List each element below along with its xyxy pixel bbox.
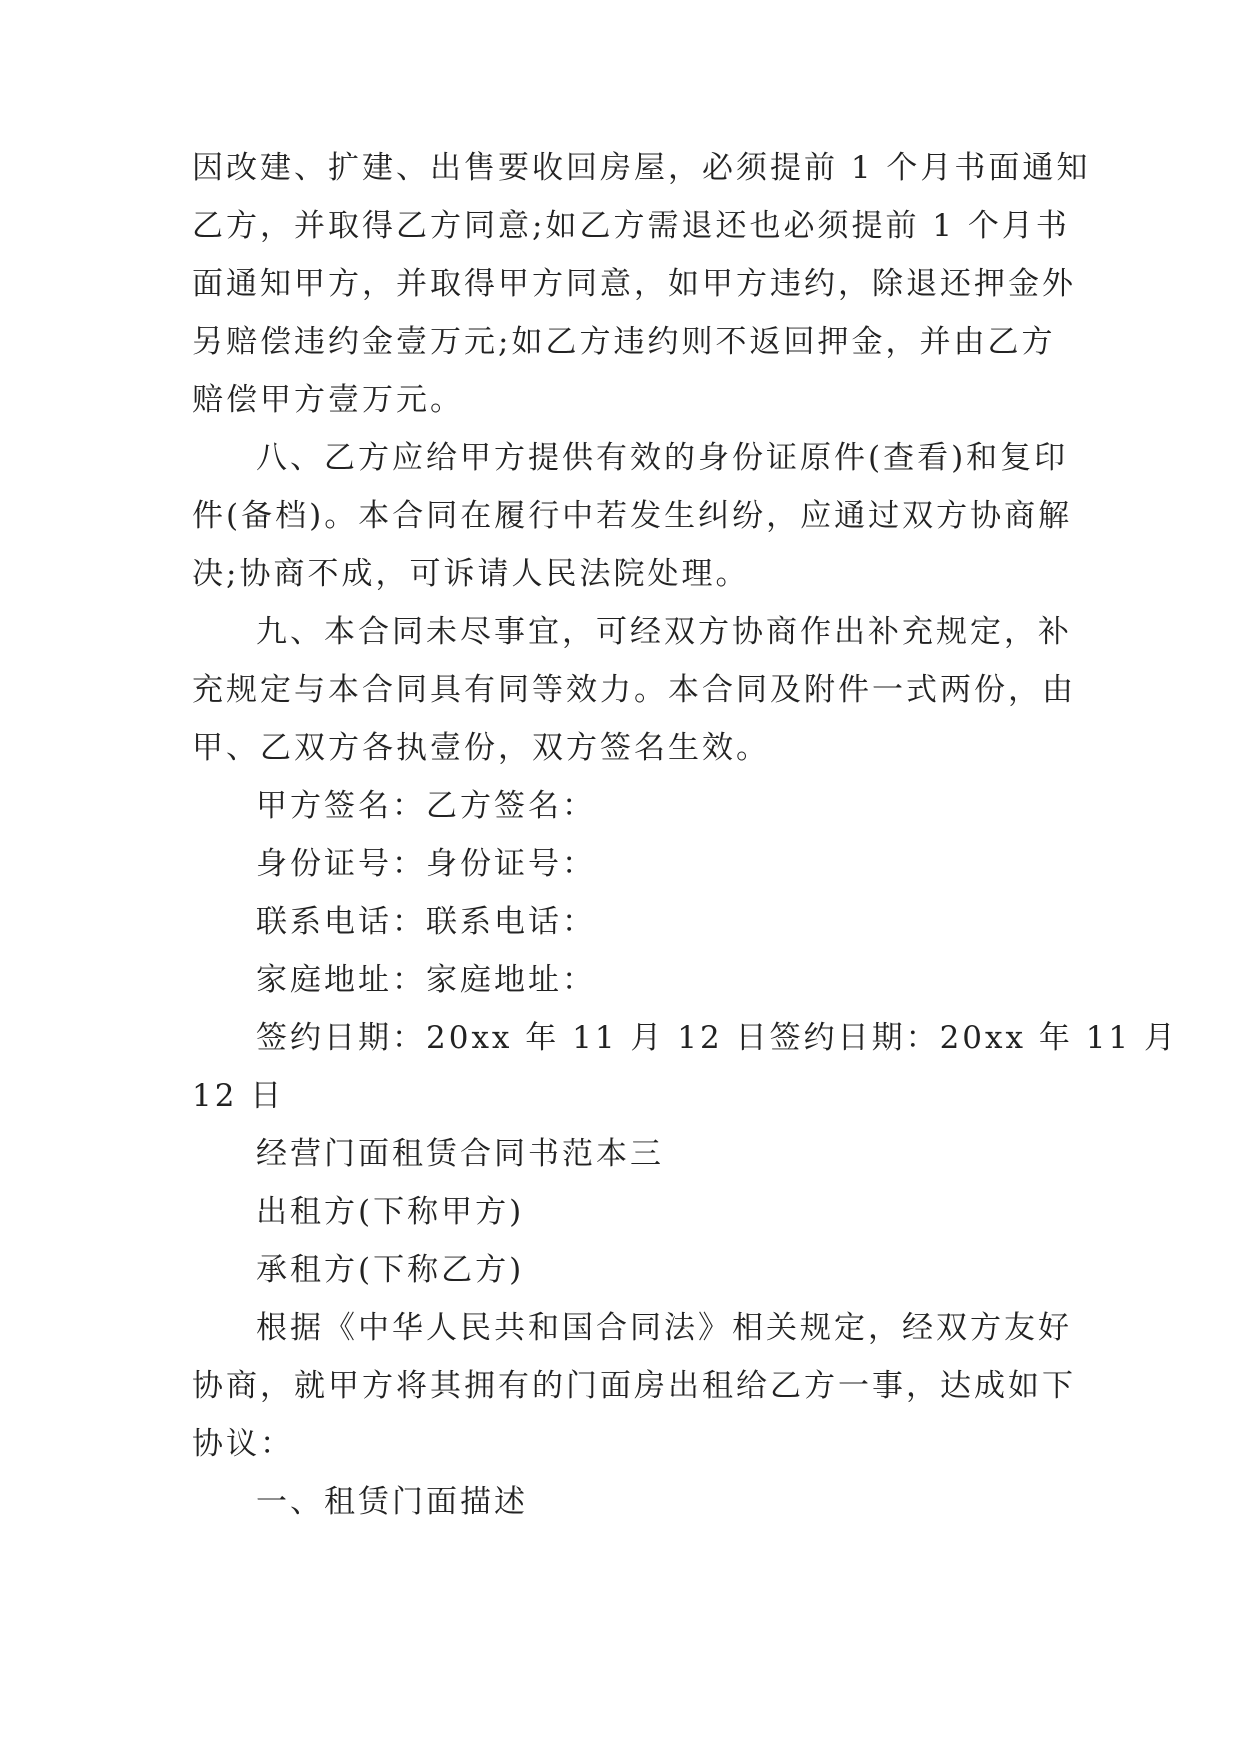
clause-1-heading: 一、租赁门面描述	[256, 1484, 528, 1520]
text-line: 赔偿甲方壹万元。	[192, 382, 464, 418]
text-line: 面通知甲方，并取得甲方同意，如甲方违约，除退还押金外	[192, 266, 1076, 302]
text-line: 乙方，并取得乙方同意;如乙方需退还也必须提前 1 个月书	[192, 208, 1070, 244]
text-line: 件(备档)。本合同在履行中若发生纠纷，应通过双方协商解	[192, 498, 1073, 534]
text-line: 另赔偿违约金壹万元;如乙方违约则不返回押金，并由乙方	[192, 324, 1056, 360]
clause-9-heading-line: 九、本合同未尽事宜，可经双方协商作出补充规定，补	[256, 614, 1072, 650]
document-body	[192, 139, 1178, 1531]
address-line: 家庭地址：家庭地址：	[256, 962, 596, 998]
text-line: 决;协商不成，可诉请人民法院处理。	[192, 556, 750, 592]
text-line: 协议：	[192, 1426, 294, 1462]
sign-date-line: 签约日期：20xx 年 11 月 12 日签约日期：20xx 年 11 月	[256, 1020, 1178, 1056]
section-title: 经营门面租赁合同书范本三	[256, 1136, 664, 1172]
signature-line: 甲方签名：乙方签名：	[256, 788, 596, 824]
text-line: 甲、乙双方各执壹份，双方签名生效。	[192, 730, 770, 766]
text-line: 协商，就甲方将其拥有的门面房出租给乙方一事，达成如下	[192, 1368, 1076, 1404]
sign-date-continuation: 12 日	[192, 1078, 285, 1114]
phone-line: 联系电话：联系电话：	[256, 904, 596, 940]
clause-8-heading-line: 八、乙方应给甲方提供有效的身份证原件(查看)和复印	[256, 440, 1069, 476]
preamble-line: 根据《中华人民共和国合同法》相关规定，经双方友好	[256, 1310, 1072, 1346]
lessor-line: 出租方(下称甲方)	[256, 1194, 525, 1230]
lessee-line: 承租方(下称乙方)	[256, 1252, 525, 1288]
text-line: 因改建、扩建、出售要收回房屋，必须提前 1 个月书面通知	[192, 150, 1091, 186]
id-number-line: 身份证号：身份证号：	[256, 846, 596, 882]
text-line: 充规定与本合同具有同等效力。本合同及附件一式两份，由	[192, 672, 1076, 708]
